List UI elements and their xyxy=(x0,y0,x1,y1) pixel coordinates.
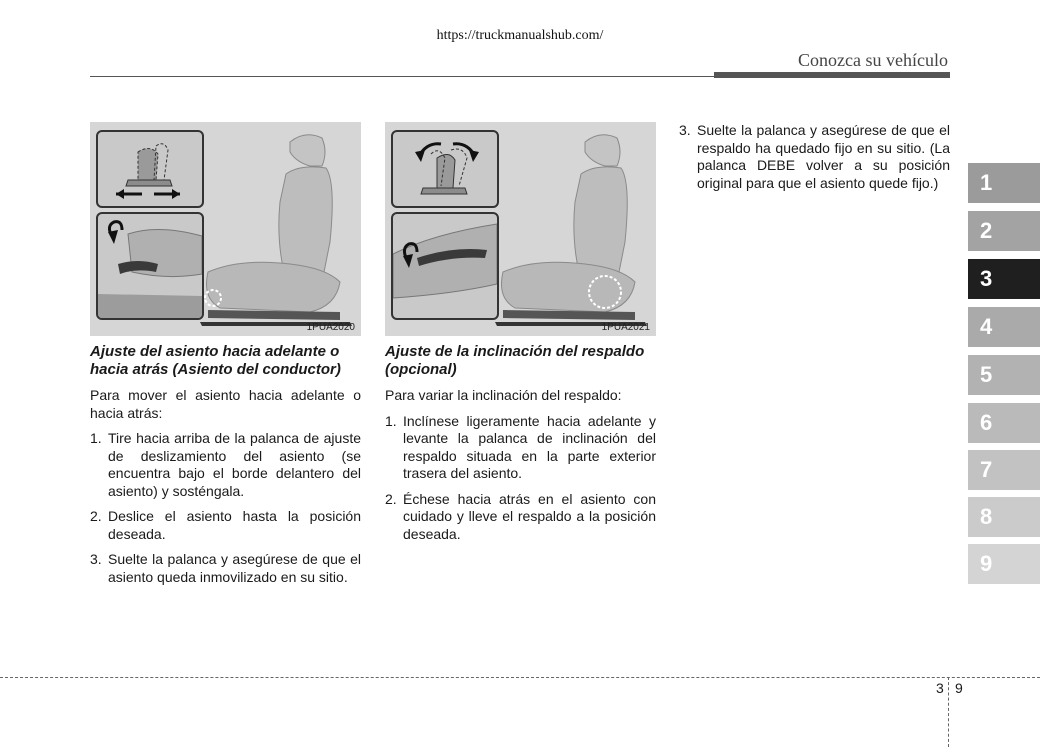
chapter-tab-9[interactable]: 9 xyxy=(968,544,1040,584)
inset-recline-diagram xyxy=(391,130,499,208)
page-chapter-number: 3 xyxy=(936,680,944,696)
inset-recline-lever xyxy=(391,212,499,320)
steps-list xyxy=(385,413,656,544)
step-text: Suelte la palanca y asegúrese de que el respaldo ha quedado fijo en su sitio. (La palanca DEBE volver a su posición original para que el asiento quede fijo.) xyxy=(697,122,950,191)
step-number: 3. xyxy=(90,551,102,567)
step-text: Tire hacia arriba de la palanca de ajuste de deslizamiento del asiento (se encuentra bajo el borde delantero del asiento) y sosténgala. xyxy=(108,430,361,499)
chapter-tab-5[interactable]: 5 xyxy=(968,355,1040,395)
chapter-tab-7[interactable]: 7 xyxy=(968,450,1040,490)
figure-code: 1PUA2021 xyxy=(601,322,650,333)
page-number-divider xyxy=(948,677,949,747)
chapter-tab-3[interactable]: 3 xyxy=(968,259,1040,299)
source-url: https://truckmanualshub.com/ xyxy=(436,28,604,43)
footer-rule xyxy=(0,677,1040,678)
step-text: Deslice el asiento hasta la posición deseada. xyxy=(108,508,361,542)
column-continuation xyxy=(679,122,950,200)
step-number: 1. xyxy=(90,430,102,446)
chapter-tab-4[interactable]: 4 xyxy=(968,307,1040,347)
page-number: 9 xyxy=(955,680,963,696)
section-title: Conozca su vehículo xyxy=(798,50,948,70)
step-number: 2. xyxy=(90,508,102,524)
figure-seat-slide xyxy=(90,122,361,336)
list-item xyxy=(90,508,361,543)
step-number: 3. xyxy=(679,122,691,138)
list-item xyxy=(679,122,950,192)
header-rule xyxy=(90,76,714,77)
step-number: 2. xyxy=(385,490,397,507)
chapter-tab-6[interactable]: 6 xyxy=(968,403,1040,443)
intro-text: Para mover el asiento hacia adelante o hacia atrás: xyxy=(90,387,361,421)
figure-seat-recline xyxy=(385,122,656,336)
steps-list xyxy=(679,122,950,192)
intro-text: Para variar la inclinación del respaldo: xyxy=(385,387,622,403)
list-item xyxy=(385,413,656,483)
step-text: Inclínese ligeramente hacia adelante y levante la palanca de inclinación del respaldo situada en la parte exterior trasera del asiento. xyxy=(403,412,656,481)
list-item xyxy=(90,551,361,586)
list-item xyxy=(385,491,656,544)
list-item xyxy=(90,430,361,500)
inset-seat-diagram xyxy=(96,130,204,208)
steps-list xyxy=(90,430,361,586)
figure-caption: Ajuste de la inclinación del respaldo (opcional) xyxy=(385,343,645,378)
step-number: 1. xyxy=(385,412,397,429)
figure-caption: Ajuste del asiento hacia adelante o hacia atrás (Asiento del conductor) xyxy=(90,343,341,378)
column-seat-slide xyxy=(90,343,361,594)
column-seat-recline xyxy=(385,343,656,551)
inset-lever-closeup xyxy=(96,212,204,320)
chapter-tab-2[interactable]: 2 xyxy=(968,211,1040,251)
step-text: Suelte la palanca y asegúrese de que el asiento queda inmovilizado en su sitio. xyxy=(108,551,361,585)
figure-code: 1PUA2020 xyxy=(306,322,355,333)
chapter-tab-8[interactable]: 8 xyxy=(968,497,1040,537)
step-text: Échese hacia atrás en el asiento con cuidado y lleve el respaldo a la posición deseada. xyxy=(403,490,656,542)
chapter-tab-1[interactable]: 1 xyxy=(968,163,1040,203)
header-rule-accent xyxy=(714,72,950,78)
